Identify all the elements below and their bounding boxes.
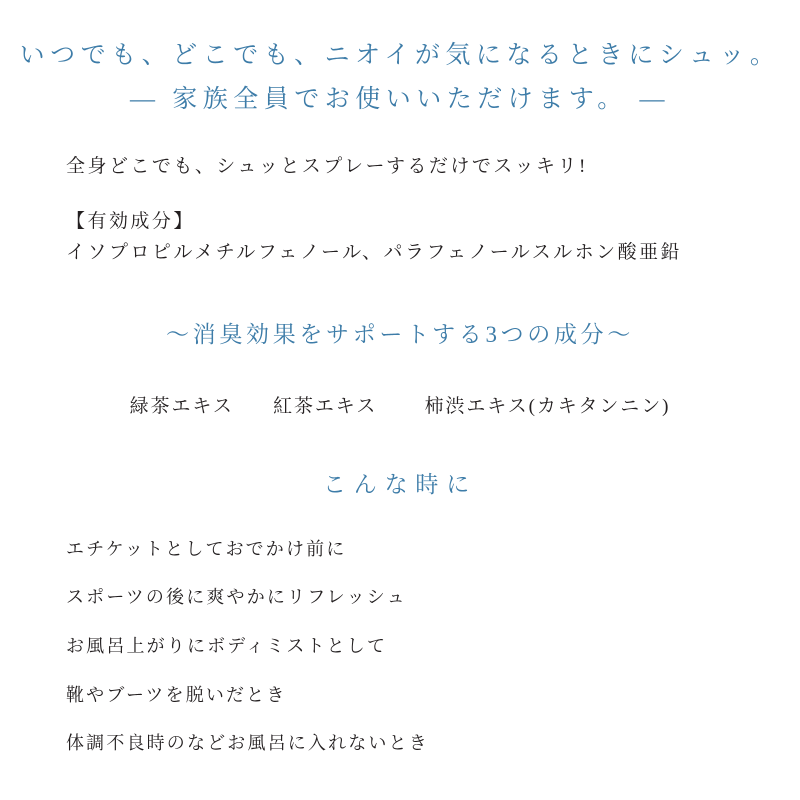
headline-line-2: ― 家族全員でお使いいただけます。 ―	[129, 85, 670, 113]
list-item: 靴やブーツを脱いだとき	[66, 684, 287, 705]
extract-item-green-tea: 緑茶エキス	[129, 395, 234, 417]
headline-line-1: いつでも、どこでも、ニオイが気になるときにシュッ。	[19, 42, 781, 69]
extract-item-black-tea: 紅茶エキス	[273, 395, 378, 417]
headline	[0, 0, 800, 122]
support-ingredients-title: 〜消臭効果をサポートする3つの成分〜	[165, 321, 635, 347]
lead-text: 全身どこでも、シュッとスプレーするだけでスッキリ!	[66, 155, 588, 177]
situations-title: こんな時に	[322, 471, 478, 497]
extract-list	[0, 391, 800, 418]
list-item: スポーツの後に爽やかにリフレッシュ	[66, 587, 407, 608]
list-item: 体調不良時のなどお風呂に入れないとき	[66, 733, 429, 754]
active-ingredients-value: イソプロピルメチルフェノール、パラフェノールスルホン酸亜鉛	[66, 242, 682, 264]
active-ingredients-label: 【有効成分】	[66, 210, 195, 232]
list-item: お風呂上がりにボディミストとして	[66, 636, 388, 656]
situations-list	[0, 539, 800, 755]
list-item: エチケットとしておでかけ前に	[66, 538, 347, 559]
extract-item-persimmon: 柿渋エキス(カキタンニン)	[424, 395, 671, 417]
active-ingredients	[0, 207, 800, 268]
